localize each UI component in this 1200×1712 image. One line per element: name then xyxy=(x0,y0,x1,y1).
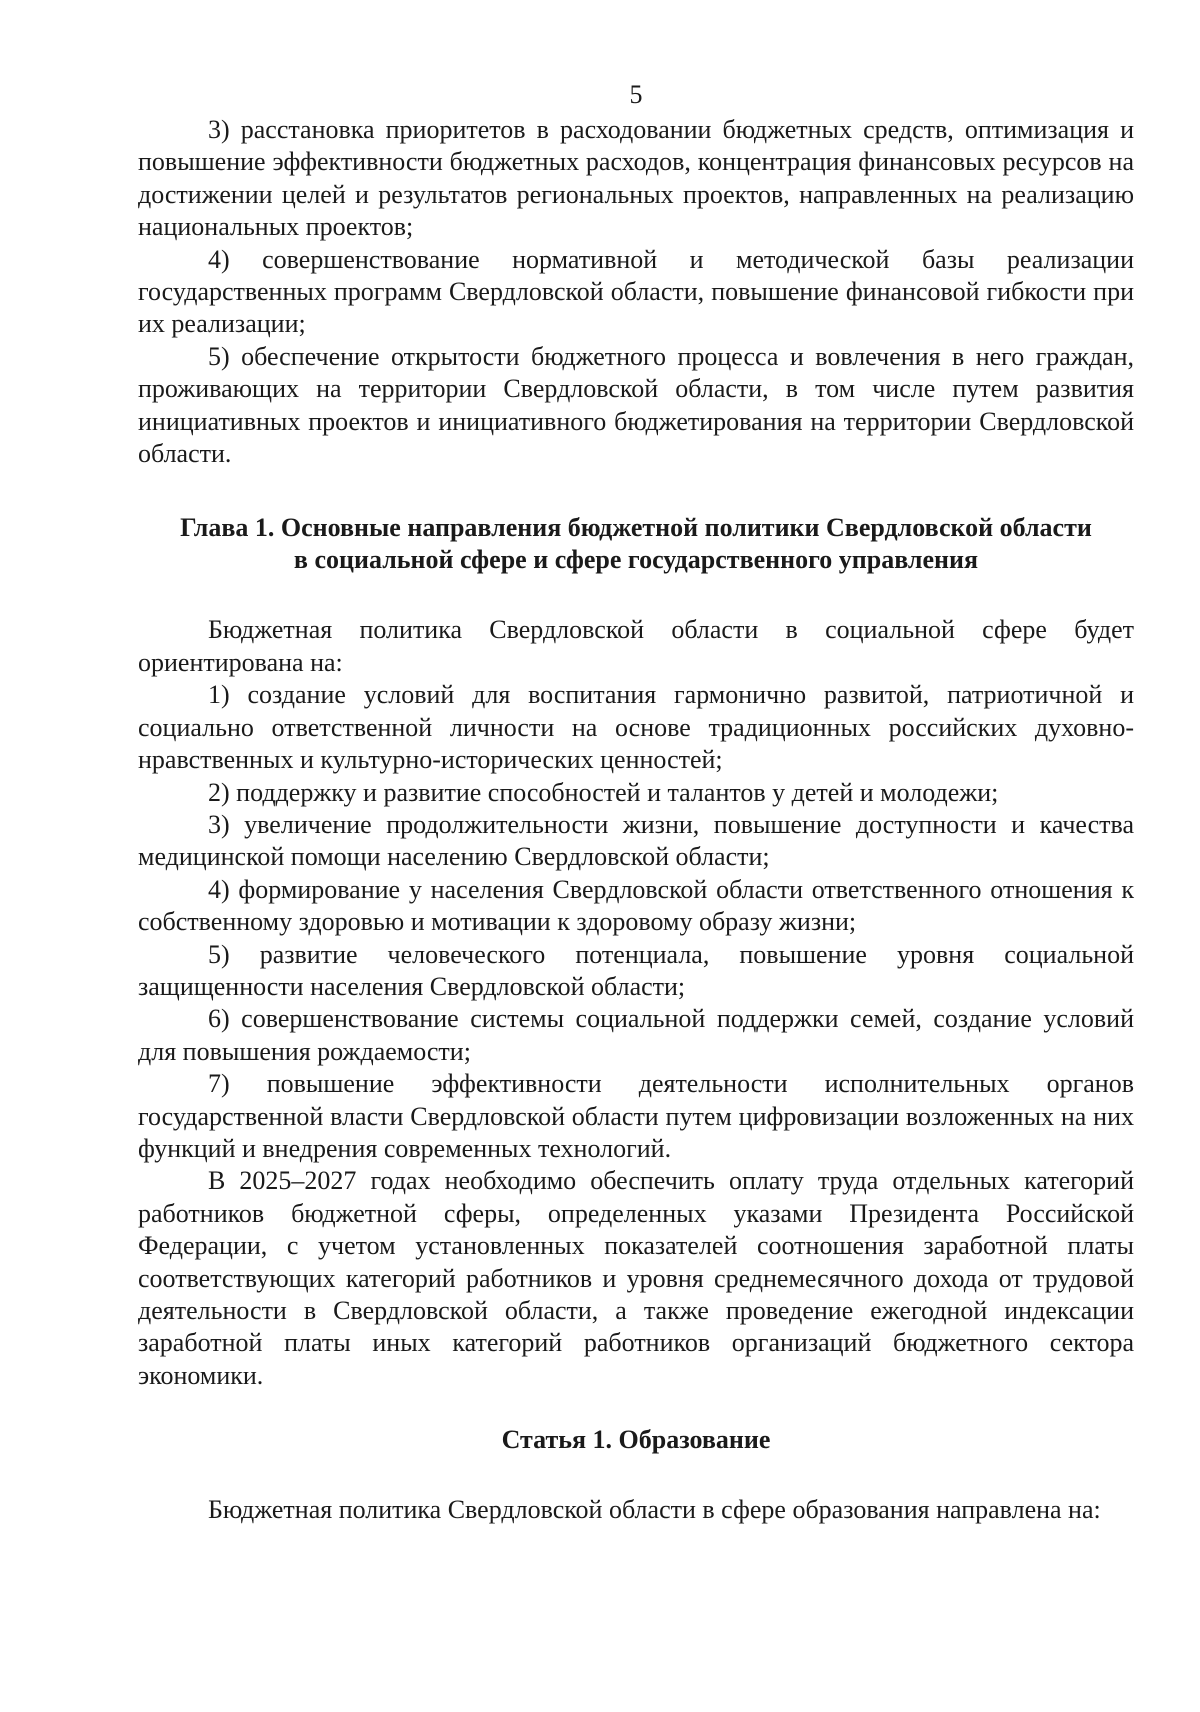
article-lead-paragraph: Бюджетная политика Свердловской области в сфере образования направлена на: xyxy=(208,1495,1101,1525)
chapter-item-2: 2) поддержку и развитие способностей и талантов у детей и молодежи; xyxy=(208,777,999,807)
article-heading: Статья 1. Образование xyxy=(501,1425,771,1455)
chapter-item-1: 1) создание условий для воспитания гармонично развитой, патриотичной и социально ответственной личности на основе традиционных российских духовно-нравственных и культурно-исторических ценностей; xyxy=(138,680,1134,775)
intro-item-4: 4) совершенствование нормативной и методической базы реализации государственных программ Свердловской области, повышение финансовой гибкости при их реализации; xyxy=(138,244,1134,339)
chapter-lead-paragraph: Бюджетная политика Свердловской области в социальной сфере будет ориентирована на: xyxy=(138,615,1134,677)
intro-item-3: 3) расстановка приоритетов в расходовании бюджетных средств, оптимизация и повышение эффективности бюджетных расходов, концентрация финансовых ресурсов на достижении целей и результатов региональных проектов, направленных на реализацию национальных проектов; xyxy=(138,115,1134,242)
chapter-heading-line-2: в социальной сфере и сфере государственного управления xyxy=(293,545,979,575)
chapter-item-5: 5) развитие человеческого потенциала, повышение уровня социальной защищенности населения Свердловской области; xyxy=(138,939,1134,1001)
intro-item-5: 5) обеспечение открытости бюджетного процесса и вовлечения в него граждан, проживающих на территории Свердловской области, в том числе путем развития инициативных проектов и инициативного бюджетирования на территории Свердловской области. xyxy=(138,341,1134,469)
chapter-heading xyxy=(138,512,1134,576)
chapter-item-6: 6) совершенствование системы социальной поддержки семей, создание условий для повышения рождаемости; xyxy=(138,1004,1134,1066)
page-number: 5 xyxy=(629,80,643,109)
chapter-item-7: 7) повышение эффективности деятельности исполнительных органов государственной власти Свердловской области путем цифровизации возложенных на них функций и внедрения современных технологий. xyxy=(138,1069,1134,1163)
chapter-item-3: 3) увеличение продолжительности жизни, повышение доступности и качества медицинской помощи населению Свердловской области; xyxy=(138,809,1134,872)
chapter-heading-line-1: Глава 1. Основные направления бюджетной политики Свердловской области xyxy=(180,513,1092,543)
chapter-item-4: 4) формирование у населения Свердловской области ответственного отношения к собственному здоровью и мотивации к здоровому образу жизни; xyxy=(138,874,1134,937)
wages-paragraph: В 2025–2027 годах необходимо обеспечить оплату труда отдельных категорий работников бюджетной сферы, определенных указами Президента Российской Федерации, с учетом установленных показателей соотношения заработной платы соответствующих категорий работников и уровня среднемесячного дохода от трудовой деятельности в Свердловской области, а также проведение ежегодной индексации заработной платы иных категорий работников организаций бюджетного сектора экономики. xyxy=(138,1166,1134,1390)
